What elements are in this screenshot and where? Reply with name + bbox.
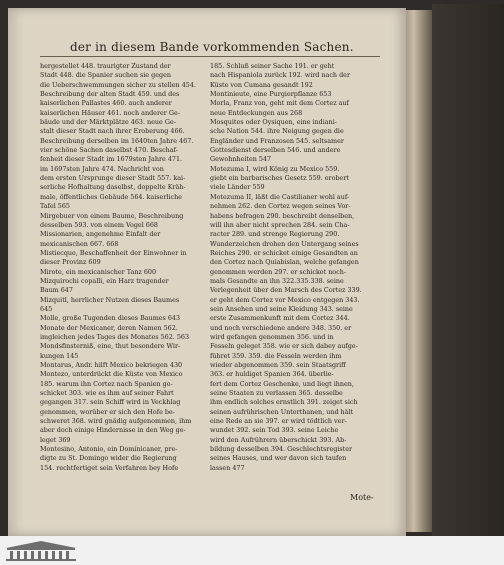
index-column-right [210, 62, 388, 473]
index-line: schweret 368. wird gnädig aufgenommen, ihm [40, 417, 192, 426]
index-line: bildung desselben 394. Geschlechtsregister [210, 445, 353, 454]
index-line: serliche Hofhaltung daselbst, doppelte Kräh- [40, 183, 186, 192]
index-line: wird den Aufrührern überschickt 393. Ab- [210, 435, 347, 444]
index-line: Engländer und Franzosen 545. seltsamer [210, 136, 344, 145]
index-line: Molle, große Tugenden dieses Baumes 643 [40, 314, 181, 323]
index-line: Mirote, ein mexicanischer Tanz 600 [40, 267, 157, 276]
index-line: Motezuma I, wird König zu Mexico 559. [210, 164, 340, 173]
index-line: Monate der Mexicaner, deren Namen 562. [40, 323, 178, 332]
index-line: seinen aufrührischen Unterthanen, und hält [210, 407, 354, 416]
index-line: Montinieute, eine Purgierpflanze 653 [210, 90, 332, 99]
index-line: Mizquirochi copalli, ein Harz tragender [40, 276, 169, 285]
index-line: viele Länder 559 [210, 183, 265, 192]
index-line: vier schöne Sachen daselbst 470. Beschaf- [40, 146, 178, 155]
index-line: führet 359. 359. die Fesseln werden ihm [210, 351, 342, 360]
index-line: kungen 145 [40, 351, 79, 360]
index-line: 363. er huldiget Spanien 364. überlie- [210, 370, 334, 379]
index-line: 154. rechtfertiget sein Verfahren bey Hofe [40, 463, 179, 472]
index-line: 185. warum ihn Cortez nach Spanien ge- [40, 379, 173, 388]
index-line: Mistiecque, Beschaffenheit der Einwohner in [40, 248, 187, 257]
index-line: genommen, worüber er sich den Hofe be- [40, 407, 175, 416]
index-line: Missionarien, angenehme Einfalt der [40, 230, 161, 239]
index-line: Mirgebuer von einem Baume, Beschreibung [40, 211, 184, 220]
index-line: hergestellet 448. traurigter Zustand der [40, 62, 171, 70]
index-line: Gottesdienst derselben 546. und andere [210, 146, 341, 155]
index-line: ihm endlich solches ernstlich 391. zeiget sich [210, 398, 358, 407]
index-line: Verlegenheit über den Marsch des Cortez 339. [210, 286, 362, 295]
index-line: Gewohnheiten 547 [210, 155, 272, 164]
index-line: eine Rede an sie 397. er wird tödtlich ver- [210, 417, 347, 426]
index-line: im 1697sten Jahre 474. Nachricht von [40, 164, 164, 173]
index-line: lassen 477 [210, 463, 245, 472]
index-line: imgleichen jedes Tages des Monates 562. 563 [40, 332, 190, 341]
index-line: die Ueberschwemmungen sicher zu stellen 454. [40, 80, 196, 89]
index-line: nach Hispaniola zurück 192. wird nach der [210, 71, 351, 80]
index-line: nehmen 262. den Cortez wegen seines Vor- [210, 202, 351, 211]
index-line: Wunderzeichen drohen den Untergang seines [210, 239, 359, 248]
index-line: Morla, Franz von, geht mit dem Cortez auf [210, 99, 349, 108]
index-line: wieder abgenommen 359. sein Staatsgriff [210, 361, 346, 369]
index-line: Reiches 290. er schicket einige Gesandten an [210, 248, 358, 257]
index-line: male, öffentliches Gebäude 564. kaiserliche [40, 192, 182, 201]
book-cover [432, 4, 504, 536]
index-line: und noch verschiedene andere 348. 350. er [210, 323, 352, 332]
index-line: giebt ein barbarisches Gesetz 559. erobert [210, 174, 349, 183]
index-line: wundet 392. sein Tod 393. seine Leiche [210, 426, 339, 435]
index-line: erste Zusammenkunft mit dem Cortez 344. [210, 314, 350, 323]
index-line: schicket 303. wie es ihm auf seiner Fahrt [40, 389, 174, 398]
index-line: seine Staaten zu verlassen 365. desselbe [210, 389, 343, 398]
index-line: habens befragen 290. beschreibt denselben, [210, 211, 355, 220]
index-line: Beschreibung derselben im 1640ten Jahre 467. [40, 136, 194, 145]
index-line: will ihn aber nicht sprechen 284. sein Cha- [210, 220, 350, 229]
index-line: dem ersten Ursprunge dieser Stadt 557. kai- [40, 174, 186, 183]
index-line: gegangen 317. sein Schiff wird in Veckhlag [40, 398, 181, 407]
index-line: Beschreibung der alten Stadt 459. und des [40, 90, 180, 99]
index-line: racter 289. und strenge Regierung 290. [210, 230, 340, 239]
index-line: fert dem Cortez Geschenke, und liegt ihnen, [210, 379, 354, 388]
index-line: wird gefangen genommen 356. und in [210, 332, 334, 341]
index-line: neue Entdeckungen aus 268 [210, 108, 303, 117]
index-line: mexicanischen 667. 668 [40, 239, 119, 248]
index-line: 185. Schluß seiner Sache 191. er geht [210, 62, 335, 70]
index-line: Mizquitl, herrlicher Nutzen dieses Baumes [40, 295, 180, 304]
index-line: Tafel 565 [40, 202, 70, 211]
index-line: genommen werden 297. er schicket noch- [210, 267, 347, 276]
index-line: Montesino, Antonio, ein Dominicaner, pre- [40, 445, 178, 454]
index-line: Mondsfinsterniß, eine, thut besondere Wir- [40, 342, 181, 351]
index-line: kaiserlichen Häuser 461. noch anderer Ge- [40, 108, 180, 117]
index-line: digte zu St. Domingo wider die Regierung [40, 454, 177, 463]
index-line: den Cortez nach Quiabislan, welche gefangen [210, 258, 359, 267]
index-line: fenheit dieser Stadt im 1679sten Jahre 471. [40, 155, 183, 164]
index-line: sche Nation 544. ihre Neigung gegen die [210, 127, 344, 136]
index-line: kaiserlichen Pallastes 460. auch anderer [40, 99, 172, 108]
index-line: dieser Provinz 609 [40, 258, 101, 267]
index-line: Küste von Cumana gesandt 192 [210, 80, 313, 89]
index-line: sein Ansehen und seine Kleidung 343. seine [210, 304, 353, 313]
index-line: 645 [40, 304, 53, 313]
index-line: mals Gesandte an ihn 322.335.338. seine [210, 276, 344, 285]
index-line: Stadt 448. die Spanier suchen sie gegen [40, 71, 171, 80]
index-line: desselben 593. von einem Vogel 668 [40, 220, 158, 229]
index-line: aber doch einige Hindernisse in den Weg ge- [40, 426, 186, 435]
index-line: er geht dem Cortez vor Mexico entgegen 343. [210, 295, 360, 304]
page-edges [406, 10, 432, 532]
library-building-icon[interactable] [4, 540, 78, 562]
index-line: Motezuma II, läßt die Castilianer wohl auf- [210, 192, 350, 201]
index-line: Montezo, unterdrückt die Küste von Mexico [40, 370, 183, 379]
heading-rule [40, 56, 380, 57]
index-line: Baum 647 [40, 286, 73, 295]
index-line: stalt dieser Stadt nach ihrer Eroberung 466. [40, 127, 185, 136]
catchword: Mote- [350, 493, 374, 502]
index-line: Montarus, Andr. hilft Mexico bekriegen 430 [40, 361, 183, 369]
index-line: bäude und der Märktplätze 463. neue Ge- [40, 118, 176, 127]
index-line: seines Hauses, und wer davon sich taufen [210, 454, 347, 463]
page-heading: der in diesem Bande vorkommenden Sachen. [70, 40, 354, 54]
index-line: leget 369 [40, 435, 71, 444]
index-line: Mosquites oder Oysiquen, eine indiani- [210, 118, 337, 127]
index-column-left [40, 62, 212, 473]
index-line: Fesseln geleget 358. wie er sich dabey aufge- [210, 342, 358, 351]
